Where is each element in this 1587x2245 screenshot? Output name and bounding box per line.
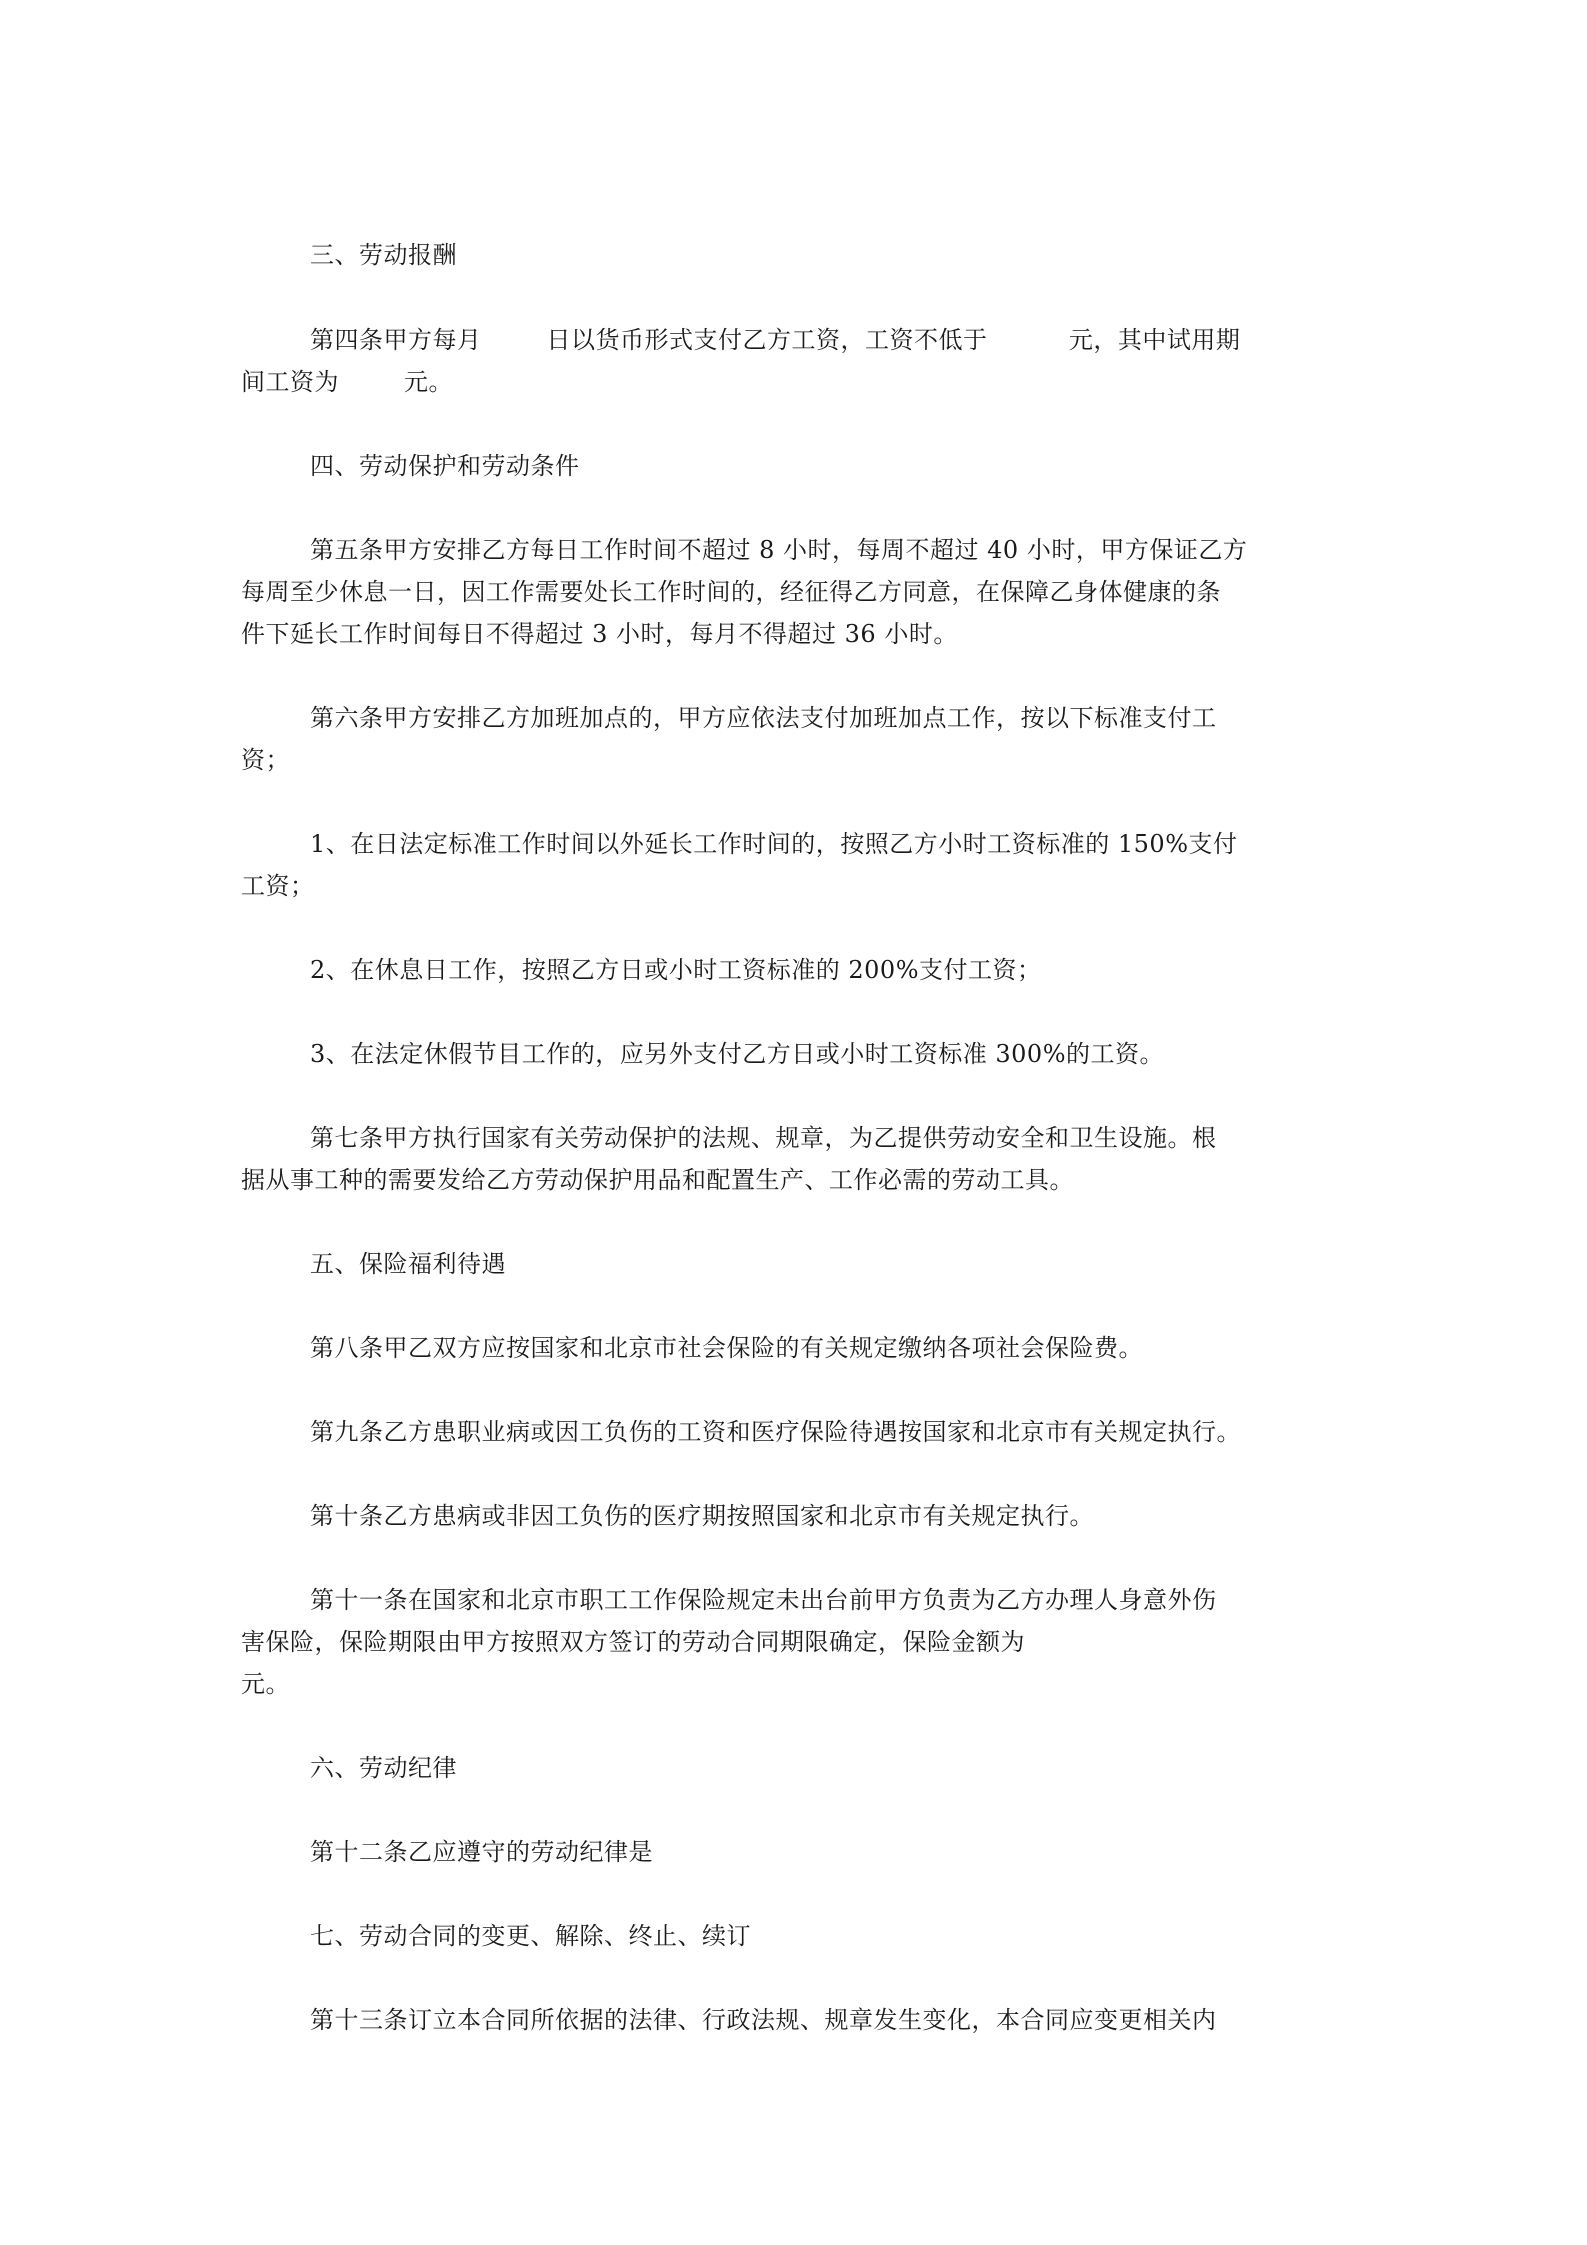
paragraph-line: 第十条乙方患病或非因工负伤的医疗期按照国家和北京市有关规定执行。 [310, 1502, 1094, 1530]
section-heading: 三、劳动报酬 [310, 241, 457, 269]
section-heading: 六、劳动纪律 [310, 1754, 457, 1782]
paragraph-line: 元。 [241, 1670, 290, 1698]
paragraph-line: 第八条甲乙双方应按国家和北京市社会保险的有关规定缴纳各项社会保险费。 [310, 1334, 1143, 1362]
paragraph-line: 工资； [241, 872, 315, 900]
paragraph-line: 3、在法定休假节目工作的，应另外支付乙方日或小时工资标准 300%的工资。 [310, 1040, 1165, 1068]
paragraph-line: 件下延长工作时间每日不得超过 3 小时，每月不得超过 36 小时。 [241, 620, 958, 648]
paragraph-line: 2、在休息日工作，按照乙方日或小时工资标准的 200%支付工资； [310, 956, 1042, 984]
paragraph-line: 据从事工种的需要发给乙方劳动保护用品和配置生产、工作必需的劳动工具。 [241, 1166, 1074, 1194]
paragraph-line: 第十三条订立本合同所依据的法律、行政法规、规章发生变化，本合同应变更相关内 [310, 2006, 1217, 2034]
paragraph-line: 第七条甲方执行国家有关劳动保护的法规、规章，为乙提供劳动安全和卫生设施。根 [310, 1124, 1217, 1152]
paragraph-line: 第十二条乙应遵守的劳动纪律是 [310, 1838, 653, 1866]
paragraph-line: 第九条乙方患职业病或因工负伤的工资和医疗保险待遇按国家和北京市有关规定执行。 [310, 1418, 1241, 1446]
section-heading: 五、保险福利待遇 [310, 1250, 506, 1278]
paragraph-line: 第六条甲方安排乙方加班加点的，甲方应依法支付加班加点工作，按以下标准支付工 [310, 704, 1217, 732]
paragraph-line: 1、在日法定标准工作时间以外延长工作时间的，按照乙方小时工资标准的 150%支付 [310, 830, 1238, 858]
paragraph-line: 资； [241, 746, 290, 774]
paragraph-line: 第五条甲方安排乙方每日工作时间不超过 8 小时，每周不超过 40 小时，甲方保证乙方 [310, 536, 1248, 564]
paragraph-line: 间工资为 元。 [241, 368, 454, 396]
paragraph-line: 每周至少休息一日，因工作需要处长工作时间的，经征得乙方同意，在保障乙身体健康的条 [241, 578, 1221, 606]
section-heading: 四、劳动保护和劳动条件 [310, 452, 580, 480]
paragraph-line: 害保险，保险期限由甲方按照双方签订的劳动合同期限确定，保险金额为 [241, 1628, 1025, 1656]
paragraph-line: 第十一条在国家和北京市职工工作保险规定未出台前甲方负责为乙方办理人身意外伤 [310, 1586, 1217, 1614]
section-heading: 七、劳动合同的变更、解除、终止、续订 [310, 1922, 751, 1950]
paragraph-line: 第四条甲方每月 日以货币形式支付乙方工资，工资不低于 元，其中试用期 [310, 326, 1241, 354]
